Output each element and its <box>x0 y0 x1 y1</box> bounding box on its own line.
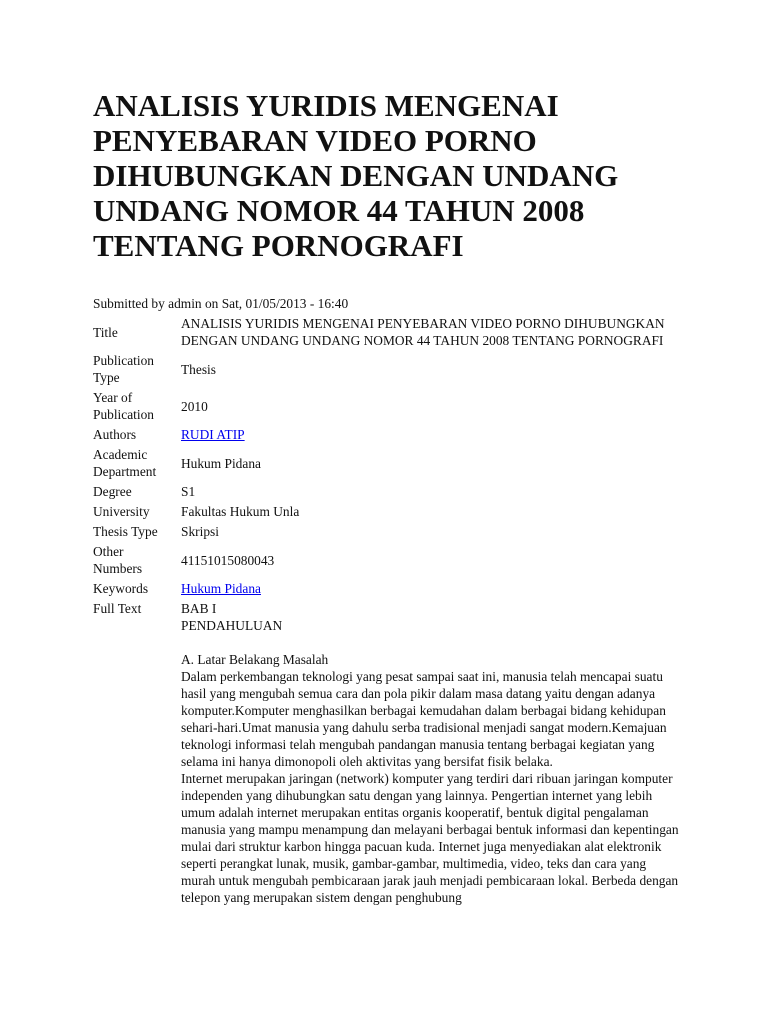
university-value: Fakultas Hukum Unla <box>181 504 300 519</box>
table-row <box>93 503 681 523</box>
full-text-body <box>181 600 681 909</box>
authors-label: Authors <box>93 427 137 442</box>
paragraph: Internet merupakan jaringan (network) komputer yang terdiri dari ribuan jaringan komputer independen yang dihubungkan satu dengan yang lainnya. Pengertian internet yang lebih umum adalah internet merupakan entitas organis kooperatif, bentuk digital pengalaman manusia yang mampu menampung dan melayani berbagai bentuk informasi dan kepentingan mulai dari struktur karbon hingga pacuan kuda. Internet juga menyediakan alat elektronik seperti perangkat lunak, musik, gambar-gambar, multimedia, video, teks dan cara yang murah untuk mengubah pembicaraan jarak jauh menjadi pembicaraan lokal. Berbeda dengan telepon yang merupakan sistem dengan penghubung <box>181 771 679 905</box>
title-label: Title <box>93 324 118 340</box>
chapter-heading: BAB I <box>181 601 217 616</box>
spacer <box>181 634 681 651</box>
chapter-title: PENDAHULUAN <box>181 618 283 633</box>
page-title: ANALISIS YURIDIS MENGENAI PENYEBARAN VIDEO PORNO DIHUBUNGKAN DENGAN UNDANG UNDANG NOMOR 44 TAHUN 2008 TENTANG PORNOGRAFI <box>93 88 619 263</box>
degree-label: Degree <box>93 484 132 499</box>
table-row <box>93 315 681 352</box>
thesis-type-label: Thesis Type <box>93 524 158 539</box>
table-row <box>93 543 681 580</box>
title-value: ANALISIS YURIDIS MENGENAI PENYEBARAN VIDEO PORNO DIHUBUNGKAN DENGAN UNDANG UNDANG NOMOR 44 TAHUN 2008 TENTANG PORNOGRAFI <box>181 316 665 348</box>
other-numbers-label: Other Numbers <box>93 544 143 576</box>
publication-type-value: Thesis <box>181 361 216 377</box>
publication-type-label: Publication Type <box>93 353 154 385</box>
table-row <box>93 389 681 426</box>
year-of-publication-label: Year of Publication <box>93 390 154 422</box>
keyword-link[interactable]: Hukum Pidana <box>181 581 261 596</box>
table-row <box>93 426 681 446</box>
academic-department-value: Hukum Pidana <box>181 455 261 471</box>
keywords-label: Keywords <box>93 581 149 596</box>
submitted-line: Submitted by admin on Sat, 01/05/2013 - 16:40 <box>93 296 349 311</box>
degree-value: S1 <box>181 484 196 499</box>
thesis-type-value: Skripsi <box>181 524 219 539</box>
table-row <box>93 580 681 600</box>
paragraph: Dalam perkembangan teknologi yang pesat sampai saat ini, manusia telah mencapai suatu hasil yang mengubah semua cara dan pola pikir dalam masa datang yaitu dengan adanya komputer.Komputer menghasilkan berbagai kemudahan dalam berbagai bidang kehidupan sehari-hari.Umat manusia yang dahulu serba tradisional menjadi sangat modern.Kemajuan teknologi informasi telah mengubah pandangan manusia tentang berbagai kegiatan yang selama ini hanya dimonopoli oleh aktivitas yang bersifat fisik belaka. <box>181 669 667 769</box>
university-label: University <box>93 504 150 519</box>
table-row <box>93 523 681 543</box>
metadata-table <box>93 315 681 909</box>
year-of-publication-value: 2010 <box>181 398 208 414</box>
section-heading: A. Latar Belakang Masalah <box>181 652 329 667</box>
author-link[interactable]: RUDI ATIP <box>181 427 245 442</box>
table-row <box>93 483 681 503</box>
table-row <box>93 600 681 909</box>
other-numbers-value: 41151015080043 <box>181 552 275 568</box>
full-text-label: Full Text <box>93 601 142 616</box>
table-row <box>93 446 681 483</box>
document-page <box>93 88 693 909</box>
academic-department-label: Academic Department <box>93 447 157 479</box>
table-row <box>93 352 681 389</box>
